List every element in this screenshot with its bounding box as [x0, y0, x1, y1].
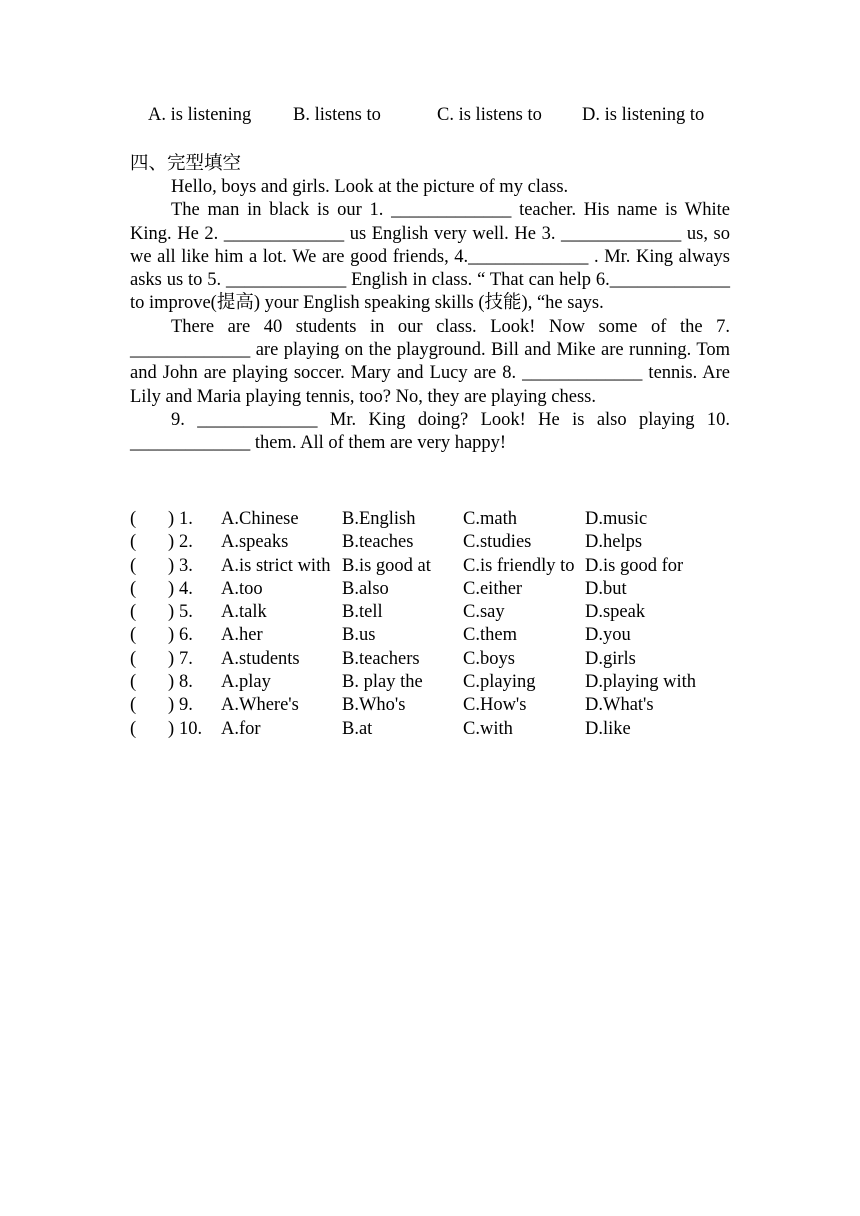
question-row	[130, 508, 750, 531]
answer-bracket-close: )	[168, 555, 175, 576]
choice-d: D.What's	[585, 695, 654, 716]
choice-b: B. play the	[342, 672, 423, 693]
answer-bracket-close: )	[168, 695, 175, 716]
answer-bracket-open: (	[130, 718, 137, 739]
question-row	[130, 694, 750, 717]
choice-d: D.music	[585, 509, 648, 529]
choice-b: B.tell	[342, 602, 383, 623]
question-row	[130, 555, 750, 578]
answer-bracket-close: )	[168, 718, 175, 739]
choice-a: A.play	[221, 672, 271, 693]
answer-bracket-close: )	[168, 602, 175, 623]
answer-bracket-open: (	[130, 672, 137, 693]
passage-paragraph: The man in black is our 1. _____________ teacher. His name is White King. He 2. _____________ us English very well. He 3. _____________ us, so we all like him a lot. We are good friends, 4._____________ . Mr. King always asks us to 5. _____________ English in class. “ That can help 6._____________ to improve(提高) your English speaking skills (技能), “he says.	[130, 200, 730, 314]
choice-a: A.for	[221, 718, 261, 739]
passage-paragraph: 9. _____________ Mr. King doing? Look! He is also playing 10. _____________ them. All of them are very happy!	[130, 409, 730, 454]
question-row	[130, 648, 750, 671]
choice-d: D.you	[585, 625, 631, 646]
choice-a: A.talk	[221, 602, 267, 623]
choice-a: A.her	[221, 625, 263, 646]
answer-bracket-close: )	[168, 672, 175, 693]
choice-d: D.helps	[585, 532, 643, 553]
choice-c: C.math	[463, 509, 517, 529]
answer-bracket-close: )	[168, 648, 175, 669]
choice-c: C.say	[463, 602, 505, 623]
answer-bracket-close: )	[168, 509, 175, 529]
choice-d: D.girls	[585, 648, 636, 669]
answer-bracket-open: (	[130, 509, 137, 529]
question-number: 10.	[179, 718, 203, 739]
choice-a: A.Where's	[221, 695, 299, 716]
choice-b: B.teaches	[342, 532, 414, 553]
choice-b: B.is good at	[342, 555, 431, 576]
choice-b: B.English	[342, 509, 416, 529]
question-number: 5.	[179, 602, 193, 623]
answer-bracket-open: (	[130, 695, 137, 716]
option-b: B. listens to	[293, 105, 381, 125]
question-number: 6.	[179, 625, 193, 646]
question-row	[130, 671, 750, 694]
choice-c: C.playing	[463, 672, 536, 693]
previous-question-options	[148, 104, 748, 152]
choice-d: D.speak	[585, 602, 646, 623]
answer-bracket-open: (	[130, 578, 137, 599]
choice-c: C.with	[463, 718, 513, 739]
choice-b: B.Who's	[342, 695, 406, 716]
choice-b: B.teachers	[342, 648, 420, 669]
question-row	[130, 601, 750, 624]
choice-d: D.but	[585, 578, 627, 599]
question-number: 2.	[179, 532, 193, 553]
choice-c: C.is friendly to	[463, 555, 575, 576]
choice-a: A.Chinese	[221, 509, 299, 529]
answer-bracket-close: )	[168, 578, 175, 599]
cloze-passage	[130, 176, 730, 456]
answer-bracket-open: (	[130, 555, 137, 576]
question-number: 4.	[179, 578, 193, 599]
answer-bracket-open: (	[130, 625, 137, 646]
answer-bracket-open: (	[130, 602, 137, 623]
question-number: 3.	[179, 555, 193, 576]
choice-b: B.at	[342, 718, 373, 739]
choice-b: B.us	[342, 625, 376, 646]
question-row	[130, 578, 750, 601]
question-row	[130, 624, 750, 647]
question-number: 8.	[179, 672, 193, 693]
answer-bracket-close: )	[168, 625, 175, 646]
question-row	[130, 718, 750, 741]
choice-d: D.is good for	[585, 555, 684, 576]
option-a: A. is listening	[148, 105, 252, 125]
choice-a: A.is strict with	[221, 555, 331, 576]
choice-d: D.like	[585, 718, 631, 739]
question-number: 9.	[179, 695, 193, 716]
choice-b: B.also	[342, 578, 389, 599]
question-row	[130, 531, 750, 554]
option-c: C. is listens to	[437, 105, 542, 125]
passage-paragraph: Hello, boys and girls. Look at the picture of my class.	[171, 177, 569, 197]
question-number: 1.	[179, 509, 193, 529]
question-list	[130, 508, 750, 741]
choice-c: C.them	[463, 625, 517, 646]
choice-d: D.playing with	[585, 672, 696, 693]
answer-bracket-close: )	[168, 532, 175, 553]
question-number: 7.	[179, 648, 193, 669]
choice-a: A.too	[221, 578, 263, 599]
choice-c: C.boys	[463, 648, 515, 669]
choice-a: A.speaks	[221, 532, 289, 553]
choice-c: C.either	[463, 578, 523, 599]
option-d: D. is listening to	[582, 105, 705, 125]
answer-bracket-open: (	[130, 532, 137, 553]
choice-c: C.How's	[463, 695, 527, 716]
answer-bracket-open: (	[130, 648, 137, 669]
section-title: 四、完型填空	[130, 154, 242, 174]
choice-a: A.students	[221, 648, 300, 669]
passage-paragraph: There are 40 students in our class. Look! Now some of the 7. _____________ are playing on the playground. Bill and Mike are running. Tom and John are playing soccer. Mary and Lucy are 8. _____________ tennis. Are Lily and Maria playing tennis, too? No, they are playing chess.	[130, 316, 730, 407]
choice-c: C.studies	[463, 532, 532, 553]
